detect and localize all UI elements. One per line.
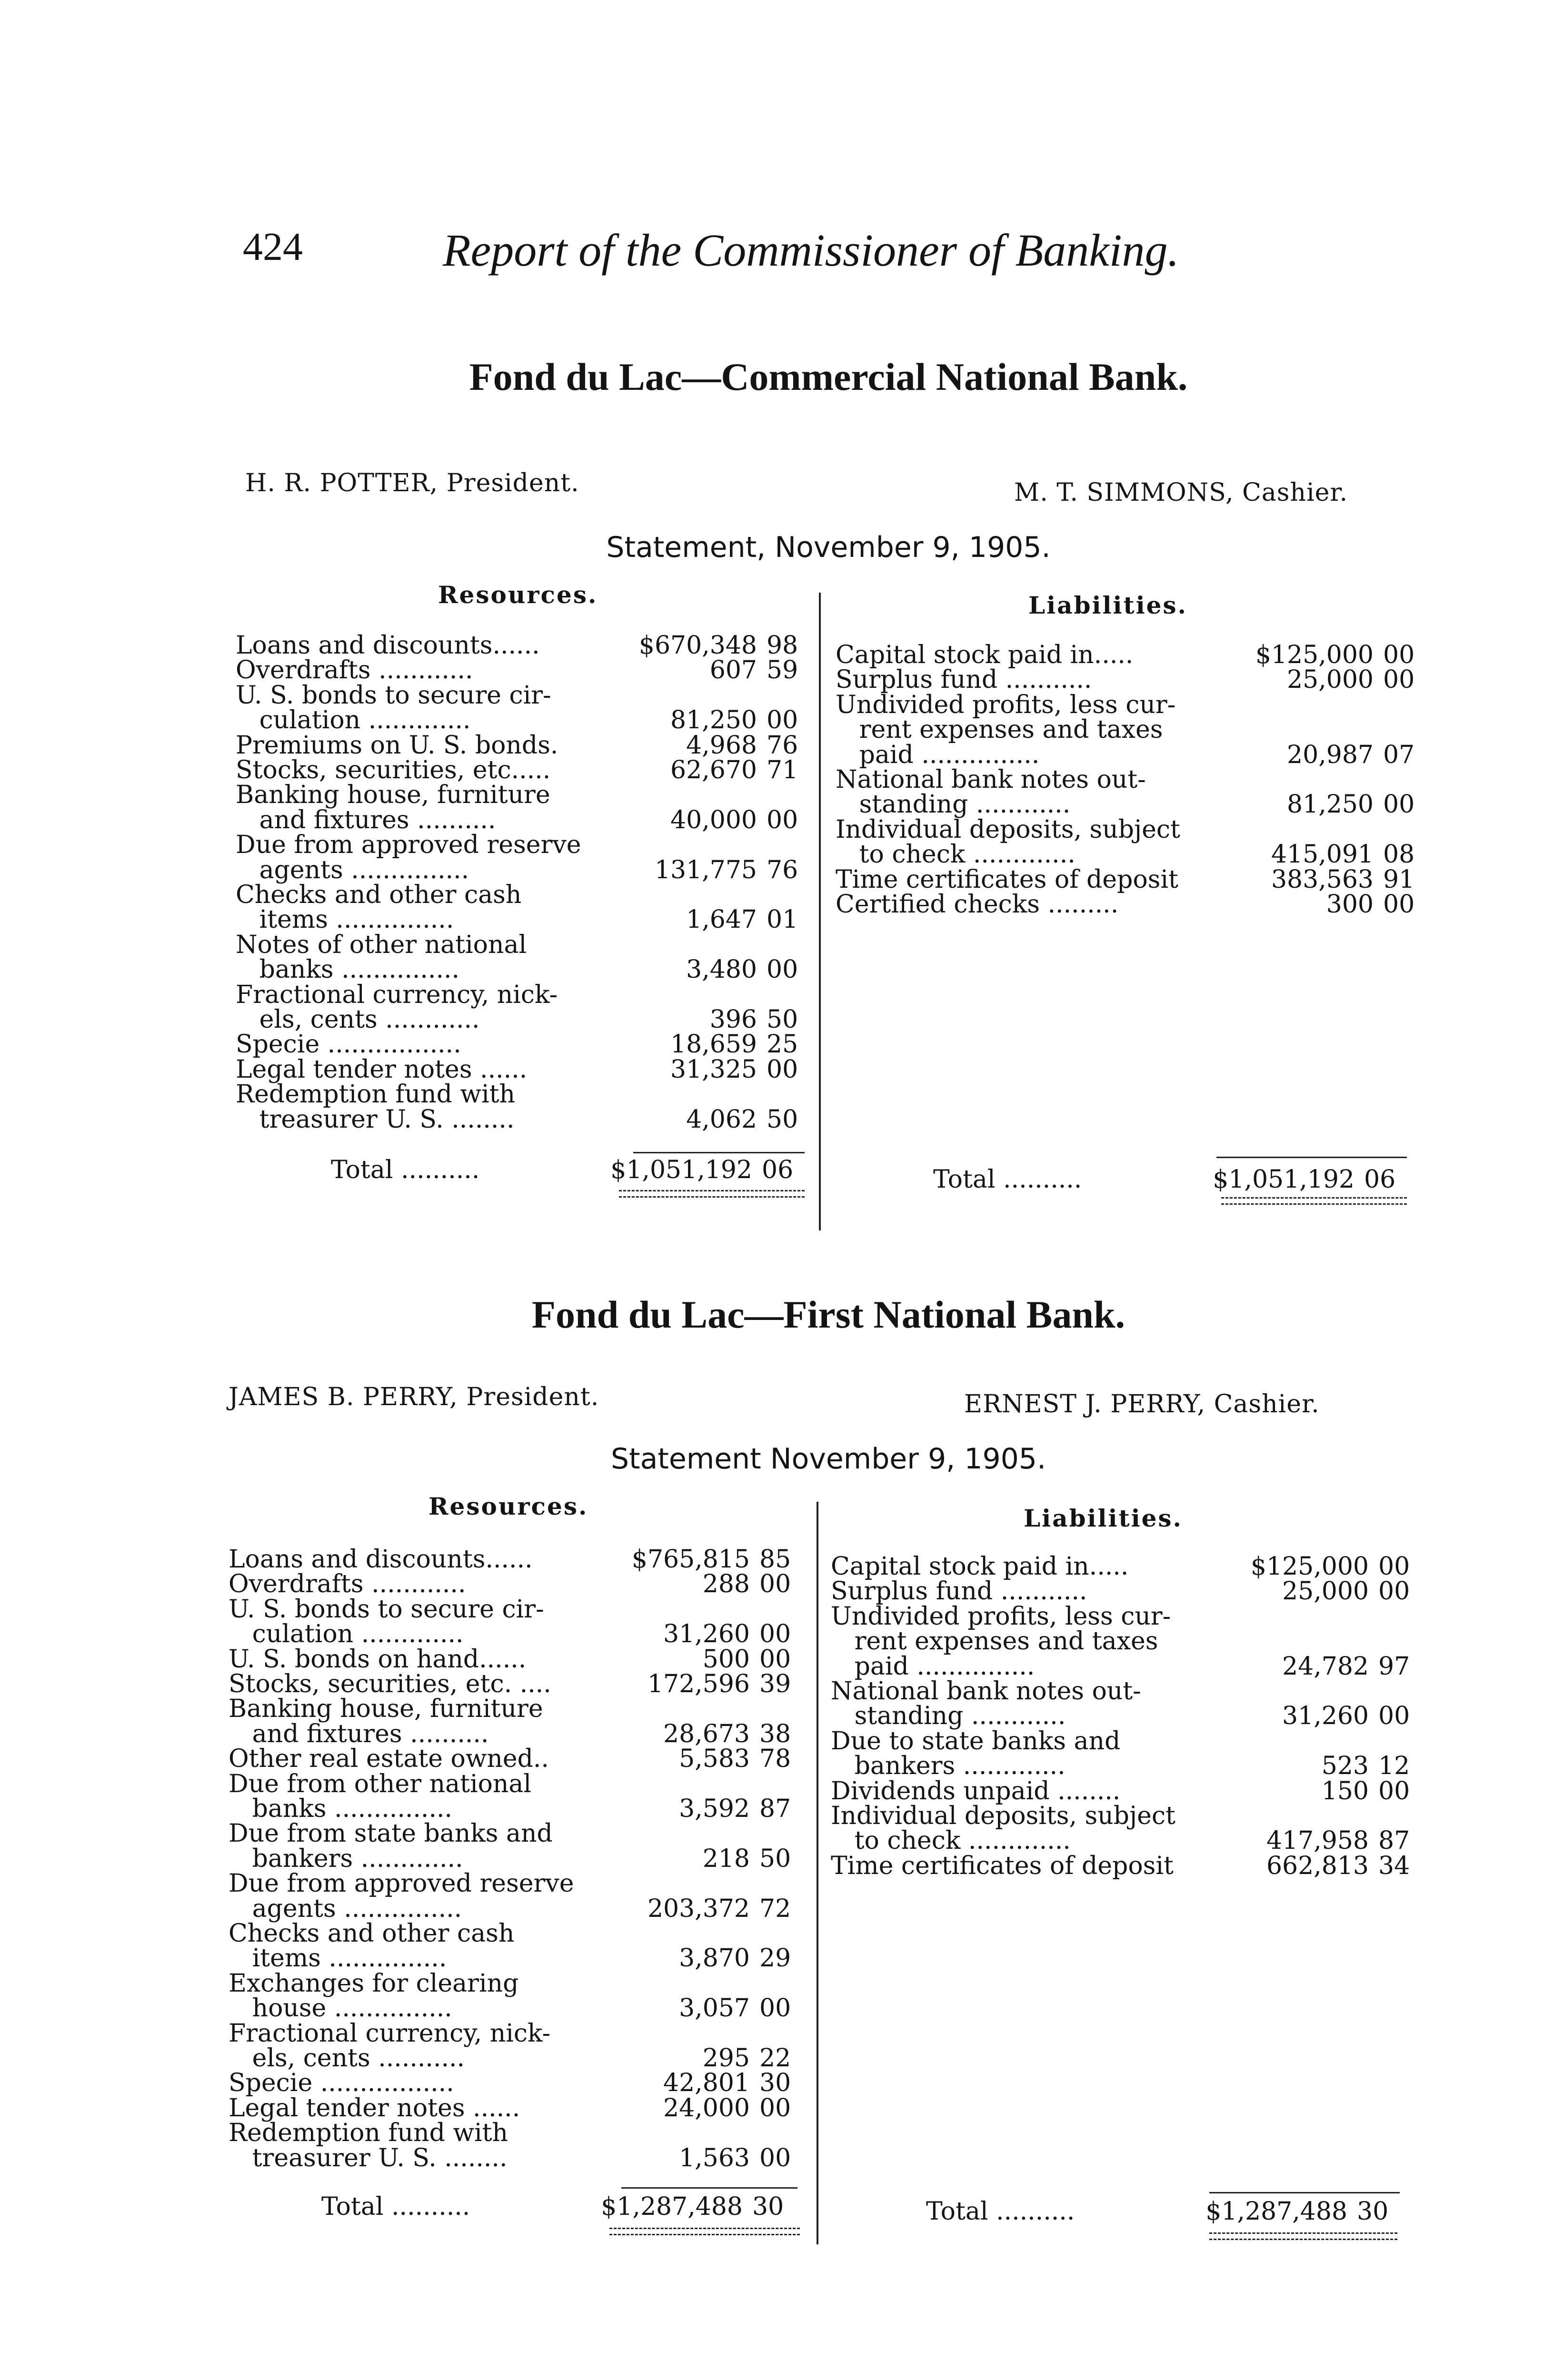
row-amount: 150: [1321, 1776, 1369, 1805]
row-cents: 00: [1378, 1577, 1410, 1606]
row-amount: 3,057: [679, 1994, 750, 2023]
row-label: Time certificates of deposit: [836, 865, 1178, 894]
row-label: U. S. bonds to secure cir-: [236, 681, 551, 710]
row-cents: 25: [767, 1030, 798, 1059]
total-label: Total ..........: [926, 2197, 1075, 2226]
liabilities-double-rule: [1209, 2232, 1397, 2240]
row-amount: 3,870: [679, 1944, 750, 1973]
page-number: 424: [243, 225, 303, 269]
total-amount: $1,287,488: [601, 2192, 743, 2221]
column-divider: [819, 593, 821, 1230]
statement-date: Statement November 9, 1905.: [610, 1442, 1046, 1476]
total-cents: 06: [1364, 1165, 1396, 1194]
row-amount: 396: [709, 1005, 757, 1034]
row-amount: 500: [702, 1645, 750, 1674]
row-label: Capital stock paid in.....: [831, 1552, 1129, 1581]
row-amount: 81,250: [670, 706, 757, 735]
row-label: Legal tender notes ......: [229, 2093, 520, 2122]
row-amount: 5,583: [679, 1745, 750, 1774]
row-label: Legal tender notes ......: [236, 1055, 528, 1084]
row-amount: 662,813: [1266, 1851, 1369, 1880]
row-amount: 24,782: [1282, 1652, 1369, 1681]
row-amount: 417,958: [1266, 1826, 1369, 1855]
row-label: Redemption fund with: [229, 2119, 508, 2148]
total-label: Total ..........: [321, 2192, 470, 2221]
row-cents: 00: [759, 1620, 791, 1649]
row-label: Due from other national: [229, 1769, 532, 1798]
row-label: Individual deposits, subject: [836, 815, 1180, 844]
row-amount: $670,348: [638, 631, 757, 660]
row-label: bankers .............: [229, 1844, 463, 1873]
row-label: paid ...............: [831, 1652, 1035, 1681]
row-label: els, cents ............: [236, 1005, 480, 1034]
row-cents: 50: [767, 1005, 798, 1034]
page-title: Report of the Commissioner of Banking.: [443, 225, 1179, 276]
row-label: Specie .................: [236, 1030, 461, 1059]
row-label: bankers .............: [831, 1752, 1066, 1781]
row-cents: 97: [1378, 1652, 1410, 1681]
row-cents: 00: [759, 1645, 791, 1674]
row-amount: 203,372: [647, 1894, 750, 1923]
row-label: Checks and other cash: [229, 1919, 515, 1948]
total-label: Total ..........: [933, 1165, 1082, 1194]
row-cents: 00: [1378, 1702, 1410, 1731]
row-label: Time certificates of deposit: [831, 1851, 1174, 1880]
row-label: items ...............: [236, 905, 454, 934]
resources-total-rule: [621, 2187, 797, 2189]
total-cents: 30: [752, 2192, 784, 2221]
row-label: standing ............: [836, 790, 1071, 819]
row-cents: 98: [767, 631, 798, 660]
row-label: treasurer U. S. ........: [236, 1105, 515, 1134]
row-cents: 87: [1378, 1826, 1410, 1855]
row-label: culation .............: [229, 1620, 464, 1649]
row-amount: 218: [702, 1844, 750, 1873]
row-cents: 00: [1383, 790, 1415, 819]
row-label: Loans and discounts......: [236, 631, 540, 660]
row-cents: 71: [767, 756, 798, 784]
row-cents: 00: [759, 1570, 791, 1599]
row-label: to check .............: [831, 1826, 1071, 1855]
row-amount: 383,563: [1271, 865, 1374, 894]
total-amount: $1,051,192: [1213, 1165, 1355, 1194]
row-label: Checks and other cash: [236, 881, 522, 909]
row-amount: 1,647: [686, 905, 757, 934]
row-amount: $765,815: [631, 1545, 750, 1574]
row-amount: 81,250: [1287, 790, 1374, 819]
row-cents: 07: [1383, 740, 1415, 769]
row-label: Overdrafts ............: [229, 1570, 466, 1599]
row-amount: 300: [1326, 890, 1374, 919]
row-label: and fixtures ..........: [236, 805, 496, 834]
row-cents: 72: [759, 1894, 791, 1923]
row-cents: 00: [767, 955, 798, 984]
total-cents: 06: [762, 1156, 794, 1184]
row-cents: 34: [1378, 1851, 1410, 1880]
row-label: Fractional currency, nick-: [236, 980, 558, 1009]
row-label: Specie .................: [229, 2069, 454, 2098]
liabilities-total-rule: [1209, 2192, 1400, 2193]
row-label: Capital stock paid in.....: [836, 641, 1134, 669]
row-label: rent expenses and taxes: [836, 715, 1163, 744]
row-label: agents ...............: [236, 855, 469, 884]
row-label: Other real estate owned..: [229, 1745, 549, 1774]
column-divider: [817, 1502, 818, 2244]
row-amount: 523: [1321, 1752, 1369, 1781]
row-label: U. S. bonds to secure cir-: [229, 1595, 544, 1624]
row-label: standing ............: [831, 1702, 1066, 1731]
row-cents: 76: [767, 855, 798, 884]
resources-double-rule: [619, 1190, 805, 1198]
row-amount: 20,987: [1287, 740, 1374, 769]
resources-heading: Resources.: [438, 581, 598, 609]
row-label: Due from approved reserve: [229, 1869, 574, 1898]
row-label: U. S. bonds on hand......: [229, 1645, 527, 1674]
row-cents: 00: [759, 2143, 791, 2172]
bank-cashier: M. T. SIMMONS, Cashier.: [1014, 478, 1348, 507]
row-cents: 00: [759, 1994, 791, 2023]
row-label: Surplus fund ...........: [836, 665, 1092, 694]
row-amount: 25,000: [1282, 1577, 1369, 1606]
resources-heading: Resources.: [428, 1492, 588, 1520]
row-amount: 31,260: [663, 1620, 750, 1649]
row-cents: 00: [767, 805, 798, 834]
bank-cashier: ERNEST J. PERRY, Cashier.: [964, 1390, 1320, 1418]
row-amount: 62,670: [670, 756, 757, 784]
resources-total-rule: [633, 1152, 805, 1153]
row-amount: 18,659: [670, 1030, 757, 1059]
row-amount: 288: [702, 1570, 750, 1599]
total-amount: $1,051,192: [610, 1156, 752, 1184]
row-label: Due from approved reserve: [236, 831, 581, 860]
row-label: Overdrafts ............: [236, 656, 473, 685]
row-cents: 91: [1383, 865, 1415, 894]
row-cents: 00: [767, 706, 798, 735]
row-label: banks ...............: [236, 955, 460, 984]
row-amount: 295: [702, 2044, 750, 2073]
total-cents: 30: [1357, 2197, 1389, 2226]
row-label: agents ...............: [229, 1894, 462, 1923]
row-amount: 131,775: [654, 855, 757, 884]
row-amount: 415,091: [1271, 840, 1374, 869]
row-label: Fractional currency, nick-: [229, 2019, 551, 2048]
row-label: els, cents ...........: [229, 2044, 465, 2073]
row-cents: 00: [1383, 665, 1415, 694]
liabilities-heading: Liabilities.: [1028, 591, 1187, 619]
row-cents: 29: [759, 1944, 791, 1973]
row-cents: 00: [1383, 641, 1415, 669]
resources-double-rule: [609, 2228, 800, 2235]
row-cents: 38: [759, 1719, 791, 1748]
row-label: items ...............: [229, 1944, 447, 1973]
row-cents: 00: [767, 1055, 798, 1084]
row-amount: $125,000: [1255, 641, 1374, 669]
bank-president: H. R. POTTER, President.: [245, 469, 579, 497]
row-cents: 00: [1378, 1552, 1410, 1581]
row-cents: 50: [767, 1105, 798, 1134]
row-cents: 76: [767, 731, 798, 760]
row-cents: 08: [1383, 840, 1415, 869]
row-amount: 40,000: [670, 805, 757, 834]
row-amount: 25,000: [1287, 665, 1374, 694]
row-label: Premiums on U. S. bonds.: [236, 731, 558, 760]
row-cents: 00: [759, 2093, 791, 2122]
row-amount: 4,968: [686, 731, 757, 760]
row-label: National bank notes out-: [836, 765, 1146, 794]
row-label: culation .............: [236, 706, 471, 735]
row-cents: 87: [759, 1795, 791, 1823]
row-label: Dividends unpaid ........: [831, 1776, 1121, 1805]
row-label: Stocks, securities, etc.....: [236, 756, 551, 784]
row-amount: 42,801: [663, 2069, 750, 2098]
row-cents: 85: [759, 1545, 791, 1574]
row-label: Undivided profits, less cur-: [836, 690, 1176, 719]
row-label: Undivided profits, less cur-: [831, 1602, 1171, 1631]
row-amount: 31,325: [670, 1055, 757, 1084]
row-cents: 00: [1383, 890, 1415, 919]
row-label: and fixtures ..........: [229, 1719, 489, 1748]
liabilities-heading: Liabilities.: [1024, 1504, 1183, 1532]
total-amount: $1,287,488: [1205, 2197, 1347, 2226]
row-label: Banking house, furniture: [236, 781, 550, 810]
row-label: Surplus fund ...........: [831, 1577, 1087, 1606]
row-amount: 3,480: [686, 955, 757, 984]
row-amount: 4,062: [686, 1105, 757, 1134]
row-label: Individual deposits, subject: [831, 1802, 1175, 1830]
row-cents: 30: [759, 2069, 791, 2098]
bank-title: Fond du Lac—Commercial National Bank.: [469, 355, 1188, 398]
row-label: Due from state banks and: [229, 1819, 553, 1848]
row-label: banks ...............: [229, 1795, 453, 1823]
row-label: paid ...............: [836, 740, 1040, 769]
row-cents: 00: [1378, 1776, 1410, 1805]
row-cents: 78: [759, 1745, 791, 1774]
row-label: Notes of other national: [236, 930, 527, 959]
statement-date: Statement, November 9, 1905.: [606, 531, 1051, 564]
row-amount: 31,260: [1282, 1702, 1369, 1731]
row-amount: 28,673: [663, 1719, 750, 1748]
bank-president: JAMES B. PERRY, President.: [229, 1383, 599, 1411]
row-label: Exchanges for clearing: [229, 1969, 519, 1998]
row-amount: $125,000: [1250, 1552, 1369, 1581]
row-label: National bank notes out-: [831, 1677, 1141, 1706]
row-label: to check .............: [836, 840, 1076, 869]
row-amount: 1,563: [679, 2143, 750, 2172]
total-label: Total ..........: [331, 1156, 480, 1184]
row-label: Banking house, furniture: [229, 1695, 543, 1724]
row-cents: 50: [759, 1844, 791, 1873]
liabilities-total-rule: [1216, 1157, 1407, 1158]
row-cents: 22: [759, 2044, 791, 2073]
row-label: Certified checks .........: [836, 890, 1119, 919]
row-amount: 3,592: [679, 1795, 750, 1823]
row-label: house ...............: [229, 1994, 452, 2023]
row-amount: 607: [709, 656, 757, 685]
row-amount: 24,000: [663, 2093, 750, 2122]
row-label: Stocks, securities, etc. ....: [229, 1670, 551, 1698]
row-cents: 12: [1378, 1752, 1410, 1781]
row-label: rent expenses and taxes: [831, 1627, 1158, 1656]
row-amount: 172,596: [647, 1670, 750, 1698]
row-cents: 01: [767, 905, 798, 934]
bank-title: Fond du Lac—First National Bank.: [531, 1293, 1126, 1336]
row-label: Loans and discounts......: [229, 1545, 533, 1574]
row-label: Due to state banks and: [831, 1726, 1121, 1755]
row-cents: 39: [759, 1670, 791, 1698]
row-label: Redemption fund with: [236, 1080, 516, 1109]
liabilities-double-rule: [1221, 1197, 1407, 1205]
row-label: treasurer U. S. ........: [229, 2143, 508, 2172]
row-cents: 59: [767, 656, 798, 685]
